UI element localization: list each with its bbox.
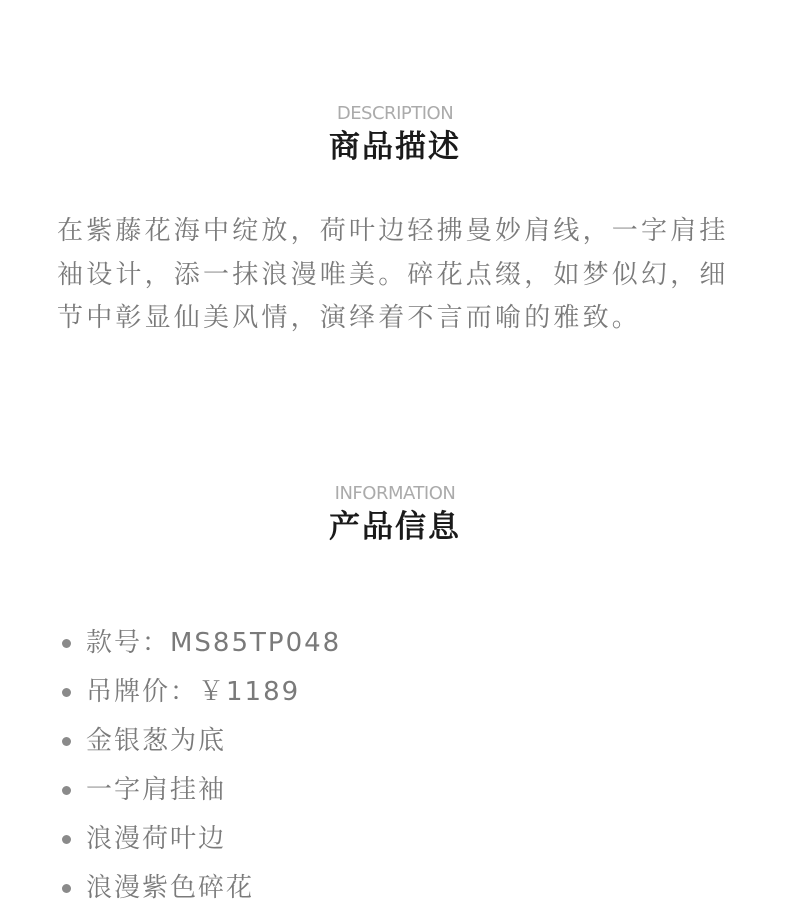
bullet-icon [62, 835, 71, 844]
bullet-icon [62, 688, 71, 697]
product-description-text: 在紫藤花海中绽放，荷叶边轻拂曼妙肩线，一字肩挂袖设计，添一抹浪漫唯美。碎花点缀，如梦似幻，细节中彰显仙美风情，演绎着不言而喻的雅致。 [57, 216, 729, 333]
bullet-icon [62, 639, 71, 648]
info-item-label: 款号：MS85TP048 [86, 628, 342, 658]
info-item-label: 浪漫紫色碎花 [86, 873, 255, 903]
information-heading-en: INFORMATION [334, 483, 456, 504]
info-item-print [57, 864, 341, 913]
description-header [0, 104, 790, 165]
info-item-label: 金银葱为底 [86, 726, 227, 756]
bullet-icon [62, 786, 71, 795]
bullet-icon [62, 884, 71, 893]
info-item-tag-price [57, 668, 341, 717]
description-heading-cn: 商品描述 [329, 129, 461, 165]
product-info-list [57, 619, 341, 913]
info-item-sleeve-style [57, 766, 341, 815]
description-heading-en: DESCRIPTION [336, 103, 454, 124]
info-item-ruffle [57, 815, 341, 864]
info-item-label: 浪漫荷叶边 [86, 824, 227, 854]
info-item-label: 吊牌价：￥1189 [86, 677, 301, 707]
info-item-label: 一字肩挂袖 [86, 775, 227, 805]
info-item-style-number [57, 619, 341, 668]
information-heading-cn: 产品信息 [329, 509, 461, 545]
information-header [0, 484, 790, 545]
info-item-base-fabric [57, 717, 341, 766]
bullet-icon [62, 737, 71, 746]
